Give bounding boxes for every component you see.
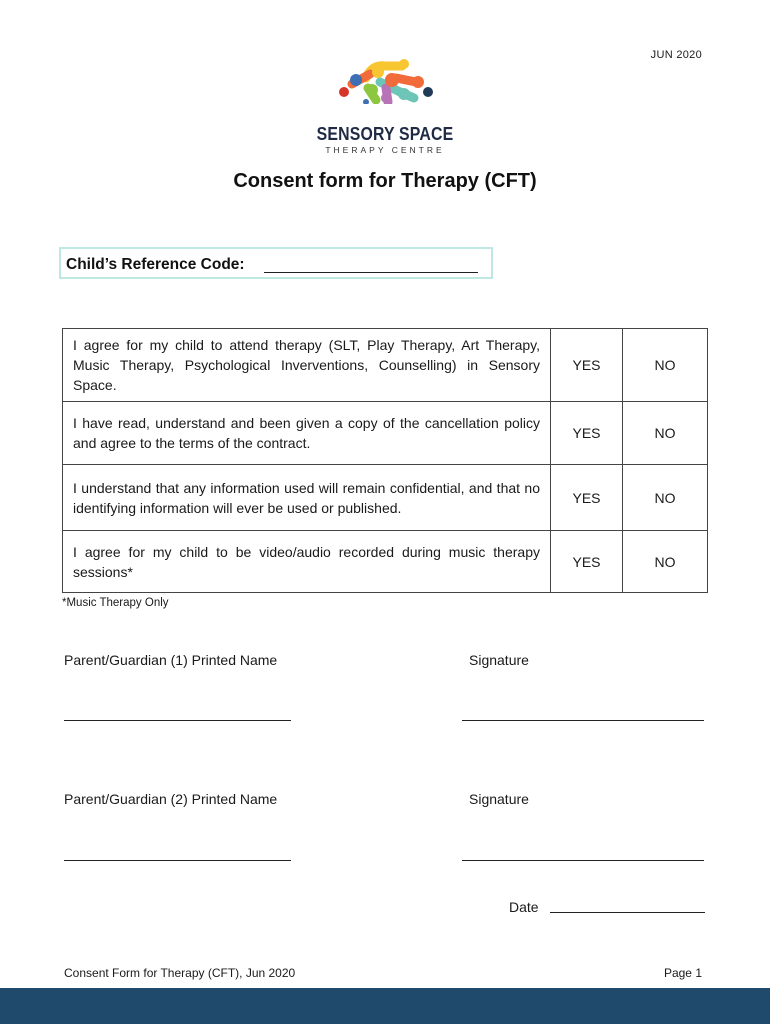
yes-option[interactable]: YES [551,402,623,465]
signature2-label: Signature [469,791,529,807]
consent-table [62,328,708,593]
consent-statement: I have read, understand and been given a copy of the cancellation policy and agree to the terms of the contract. [63,402,551,465]
signature2-field[interactable] [462,860,704,861]
yes-option[interactable]: YES [551,465,623,531]
yes-option[interactable]: YES [551,531,623,593]
date-label: Date [509,899,539,915]
consent-statement: I agree for my child to be video/audio recorded during music therapy sessions* [63,531,551,593]
page-number: Page 1 [663,966,702,980]
date-field[interactable] [550,912,705,913]
sensory-space-logo [330,58,440,104]
page-title: Consent form for Therapy (CFT) [233,170,537,192]
guardian1-name-label: Parent/Guardian (1) Printed Name [64,652,278,668]
reference-code-label: Child’s Reference Code: [66,256,245,273]
logo-subtitle: THERAPY CENTRE [325,145,445,155]
no-option[interactable]: NO [623,531,708,593]
footer-bar [0,988,770,1024]
signature1-field[interactable] [462,720,704,721]
guardian2-name-field[interactable] [64,860,291,861]
guardian1-name-field[interactable] [64,720,291,721]
yes-option[interactable]: YES [551,329,623,402]
consent-row [63,329,708,402]
consent-row [63,531,708,593]
no-option[interactable]: NO [623,402,708,465]
reference-code-field[interactable] [264,272,478,273]
consent-statement: I understand that any information used will remain confidential, and that no identifying information will ever be used or published. [63,465,551,531]
guardian2-name-label: Parent/Guardian (2) Printed Name [64,791,278,807]
logo-name: SENSORY SPACE [316,124,454,144]
signature1-label: Signature [469,652,529,668]
consent-row [63,402,708,465]
no-option[interactable]: NO [623,465,708,531]
footnote: *Music Therapy Only [62,597,169,609]
document-date: JUN 2020 [650,49,702,61]
no-option[interactable]: NO [623,329,708,402]
footer-document-title: Consent Form for Therapy (CFT), Jun 2020 [64,966,296,980]
consent-statement: I agree for my child to attend therapy (SLT, Play Therapy, Art Therapy, Music Therapy, Psychological Inverventions, Counselling) in Sensory Space. [63,329,551,402]
consent-row [63,465,708,531]
